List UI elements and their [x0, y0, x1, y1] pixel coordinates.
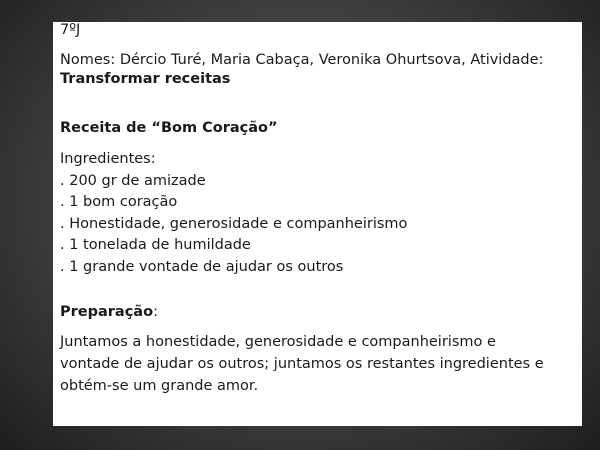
ingredient-item: . 1 bom coração	[60, 194, 178, 210]
ingredient-item: . 1 tonelada de humildade	[60, 237, 251, 253]
activity-title: Transformar receitas	[60, 71, 231, 87]
preparation-line: Juntamos a honestidade, generosidade e companheirismo e	[60, 334, 496, 350]
ingredient-item: . 1 grande vontade de ajudar os outros	[60, 258, 344, 275]
recipe-title: Receita de “Bom Coração”	[60, 120, 278, 136]
preparation-heading-label: Preparação	[60, 304, 154, 320]
preparation-heading-colon: :	[153, 304, 158, 320]
ingredient-item: . 200 gr de amizade	[60, 172, 206, 189]
preparation-heading	[60, 302, 158, 323]
class-label: 7ºJ	[60, 22, 81, 38]
preparation-text	[60, 332, 575, 398]
slide-page	[53, 22, 582, 426]
names-line: Nomes: Dércio Turé, Maria Cabaça, Veronika Ohurtsova, Atividade:	[60, 52, 544, 68]
ingredient-item: . Honestidade, generosidade e companheirismo	[60, 215, 408, 232]
ingredients-heading: Ingredientes:	[60, 151, 156, 167]
preparation-line: vontade de ajudar os outros; juntamos os restantes ingredientes e	[60, 356, 544, 372]
ingredients-block	[60, 149, 407, 278]
preparation-line: obtém-se um grande amor.	[60, 378, 259, 394]
